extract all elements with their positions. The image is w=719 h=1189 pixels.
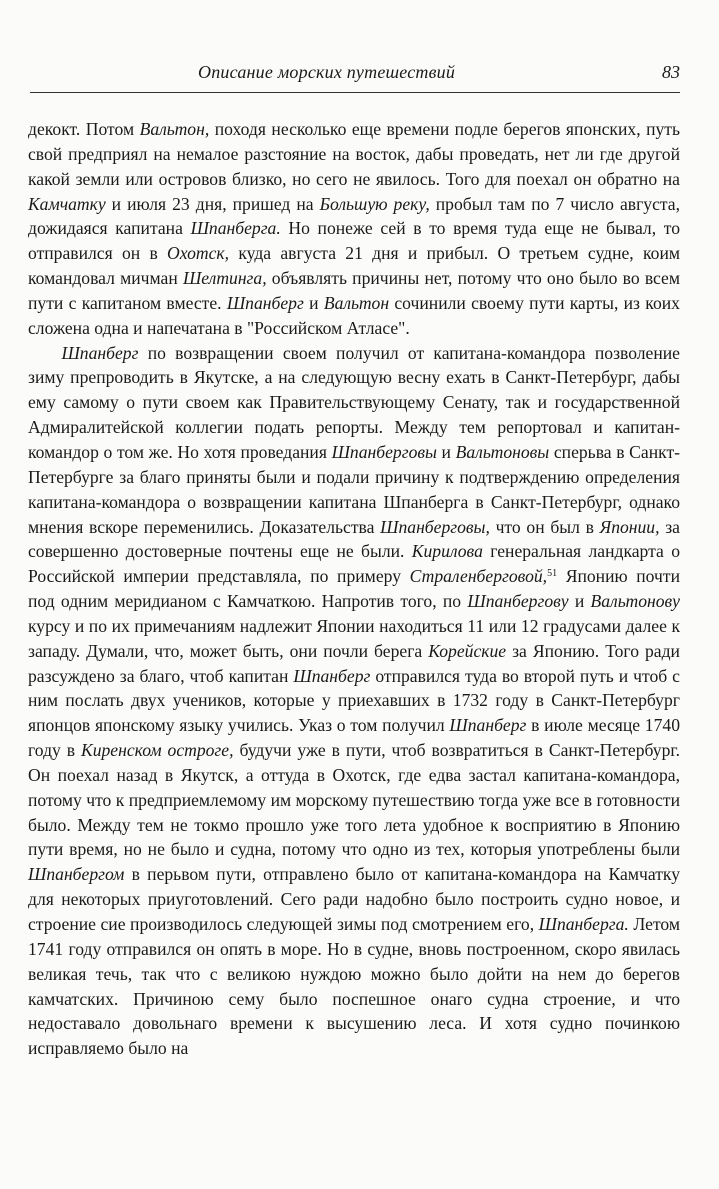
body-text: [28, 117, 680, 1061]
italic-run: Вальтон: [323, 292, 390, 313]
italic-run: Кирилова: [411, 541, 483, 562]
italic-run: Шпанберг: [226, 292, 304, 313]
italic-run: Киренском остроге,: [81, 740, 234, 761]
footnote-ref: 51: [547, 568, 558, 580]
italic-run: Шпанберга.: [190, 218, 281, 239]
italic-run: Шпанбергом: [28, 864, 125, 885]
italic-run: Шпанберг: [449, 715, 527, 736]
page-header: [30, 56, 680, 96]
italic-run: Шпанберга.: [538, 914, 629, 934]
text-run: и: [303, 292, 324, 313]
italic-run: Японии,: [599, 516, 660, 537]
italic-run: Вальтоновы: [455, 441, 550, 462]
italic-run: Охотск,: [167, 243, 230, 264]
text-run: сперьва в Санкт-Петербурге за благо приняты были и подали причину к подтверждению определения капитана-командора о возвращении капитана Шпанберга в Санкт-Петербург, однако мнения вскоре переменились. Доказательства: [28, 441, 680, 537]
italic-run: Шелтинга,: [182, 268, 267, 289]
italic-run: Вальтонову: [590, 591, 680, 612]
text-run: походя несколько еще времени подле берегов японских, путь свой предприял на немалое разстояние на восток, дабы проведать, нет ли где другой какой земли или островов близко, но сего не явилось. Того для поехал он обратно на: [28, 119, 680, 189]
running-title: Описание морских путешествий: [198, 62, 456, 82]
text-run: и: [568, 591, 591, 612]
text-run: генеральная ландкарта о Российской империи представляла, по примеру: [28, 541, 680, 587]
italic-run: Шпанберговы: [331, 441, 437, 462]
text-run: в июле месяце 1740 году в: [28, 715, 680, 761]
text-run: в перьвом пути, отправлено было от капитана-командора на Камчатку для некоторых приуготовлений. Сего ради надобно было построить судно новое, и строение сие производилось следующей зимы под смотрением его,: [28, 864, 680, 934]
text-run: объявлять причины нет, потому что оно было во всем пути с капитаном вместе.: [28, 268, 680, 313]
text-run: будучи уже в пути, чтоб возвратиться в Санкт-Петербург. Он поехал назад в Якутск, а оттуда в Охотск, где едва застал капитана-командора, потому что к предприемлемому им морскому путешествию тогда уже все в готовности было. Между тем не токмо прошло уже того лета удобное к восприятию в Японию пути время, но не было и судна, потому что одно из тех, которыя употреблены были: [28, 740, 680, 860]
text-run: сочинили своему пути карты, из коих сложена одна и напечатана в "Российском Атласе".: [28, 292, 680, 338]
text-run: за Японию. Того ради разсуждено за благо, чтоб капитан: [28, 640, 680, 686]
text-run: Летом 1741 году отправился он опять в море. Но в судне, вновь построенном, скоро явилась великая течь, так что с великою нуждою можно было дойти на нем до берегов камчатских. Причиною сему было поспешное онаго судна строение, и что недоставало довольнаго времени к высушению леса. И хотя судно починкою исправляемо было на: [28, 914, 680, 1059]
italic-run: Страленберговой,: [409, 566, 548, 587]
italic-run: Шпанберг: [61, 342, 139, 363]
italic-run: Камчатку: [28, 193, 106, 214]
text-run: пробыл там по 7 число августа, дожидаяся капитана: [28, 193, 680, 239]
italic-run: Корейские: [428, 640, 507, 661]
header-rule: [30, 92, 680, 93]
text-run: и: [436, 441, 456, 462]
text-run: декокт. Потом: [28, 119, 140, 139]
text-run: что он был в: [489, 516, 600, 537]
italic-run: Шпанберг: [293, 665, 371, 686]
paragraph-2: [28, 341, 680, 1061]
italic-run: Шпанбергову: [467, 591, 569, 612]
paragraph-1: [28, 117, 680, 341]
text-run: Японию почти под одним меридианом с Камчаткою. Напротив того, по: [28, 566, 680, 612]
text-run: отправился туда во второй путь и чтоб с ним послать двух учеников, которые у приехавших в 1732 году в Санкт-Петербург японцов японскому языку учились. Указ о том получил: [28, 665, 680, 736]
text-run: по возвращении своем получил от капитана-командора позволение зиму препроводить в Якутске, а на следующую весну ехать в Санкт-Петербург, дабы ему самому о пути своем как Правительствующему Сенату, так и государственной Адмиралитейской коллегии подать репорты. Между тем репортовал и капитан-командор о том же. Но хотя проведания: [28, 342, 680, 462]
italic-run: Большую реку,: [319, 193, 430, 214]
text-run: за совершенно достоверные почтены еще не были.: [28, 516, 680, 562]
italic-run: Шпанберговы,: [380, 516, 490, 537]
text-run: Но понеже сей в то время туда еще не бывал, то отправился он в: [28, 218, 681, 264]
page-number: 83: [662, 62, 680, 82]
italic-run: Вальтон,: [139, 119, 210, 139]
text-run: курсу и по их примечаниям надлежит Японии находиться 11 или 12 градусами далее к западу. Думали, что, может быть, они почли берега: [28, 615, 680, 661]
text-run: куда августа 21 дня и прибыл. О третьем судне, коим командовал мичман: [28, 243, 680, 289]
text-run: и июля 23 дня, пришед на: [105, 193, 320, 214]
